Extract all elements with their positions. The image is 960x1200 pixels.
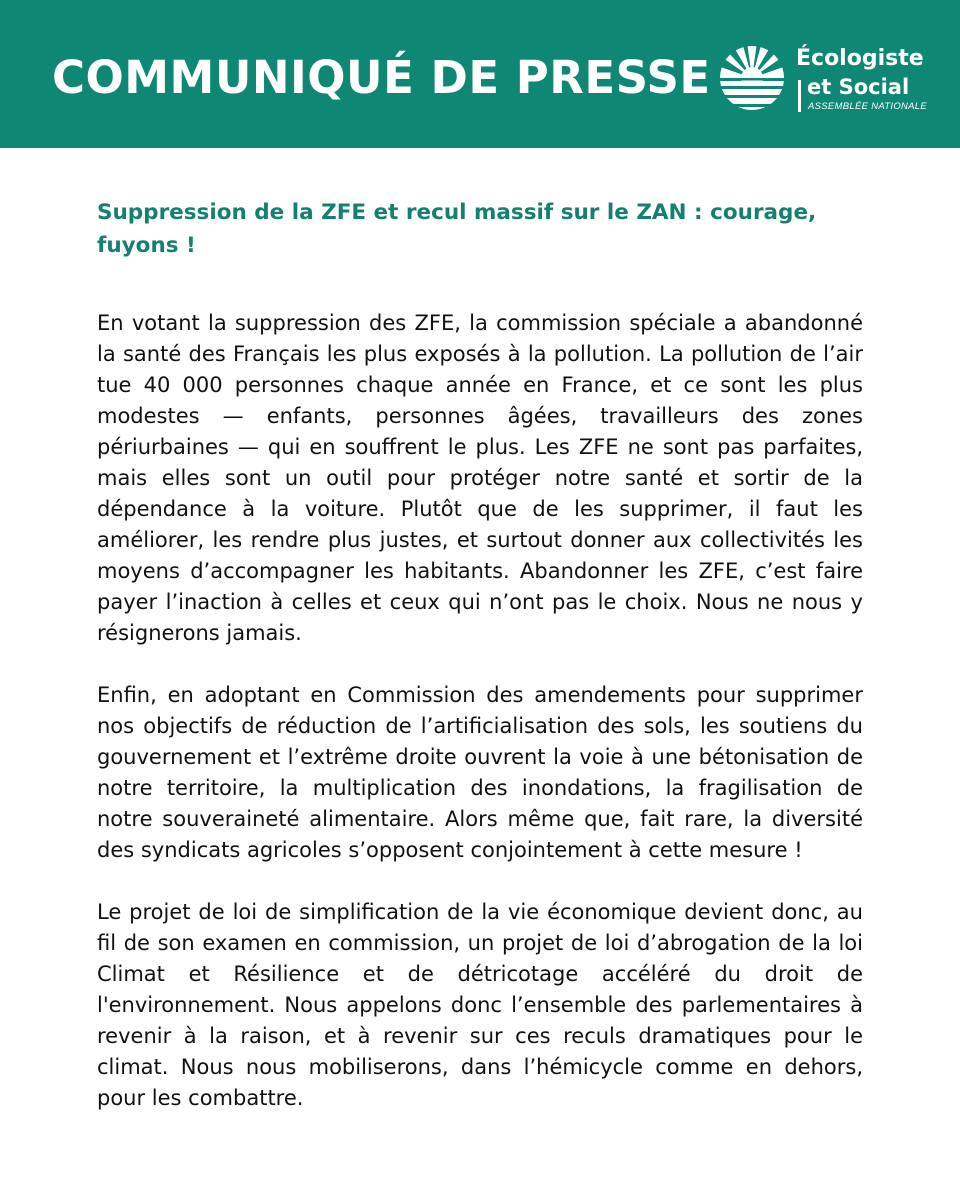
logo-text-ecologiste: Écologiste (796, 46, 924, 71)
logo-text-et-social: et Social (807, 75, 910, 99)
press-release-header (0, 0, 960, 148)
paragraph-zfe: En votant la suppression des ZFE, la commission spéciale a abandonné la santé des Français les plus exposés à la pollution. La pollution de l’air tue 40 000 personnes chaque année en France, et ce sont les plus modestes — enfants, personnes âgées, travailleurs des zones périurbaines — qui en souffrent le plus. Les ZFE ne sont pas parfaites, mais elles sont un outil pour protéger notre santé et sortir de la dépendance à la voiture. Plutôt que de les supprimer, il faut les améliorer, les rendre plus justes, et surtout donner aux collectivités les moyens d’accompagner les habitants. Abandonner les ZFE, c’est faire payer l’inaction à celles et ceux qui n’ont pas le choix. Nous ne nous y résignerons jamais. (97, 311, 863, 645)
sun-logo-icon (718, 44, 786, 112)
ecologiste-social-logo (718, 44, 938, 116)
press-release-body (97, 196, 863, 1145)
logo-text-assemblee: ASSEMBLÉE NATIONALE (808, 101, 928, 112)
page-title: COMMUNIQUÉ DE PRESSE (52, 51, 711, 104)
paragraph-conclusion: Le projet de loi de simplification de la vie économique devient donc, au fil de son examen en commission, un projet de loi d’abrogation de la loi Climat et Résilience et de détricotage accéléré du droit de l'environnement. Nous appelons donc l’ensemble des parlementaires à revenir à la raison, et à revenir sur ces reculs dramatiques pour le climat. Nous nous mobiliserons, dans l’hémicycle comme en dehors, pour les combattre. (97, 900, 863, 1110)
article-headline: Suppression de la ZFE et recul massif sur le ZAN : courage, fuyons ! (97, 200, 817, 258)
logo-divider (798, 80, 801, 112)
paragraph-zan: Enfin, en adoptant en Commission des amendements pour supprimer nos objectifs de réduction de l’artificialisation des sols, les soutiens du gouvernement et l’extrême droite ouvrent la voie à une bétonisation de notre territoire, la multiplication des inondations, la fragilisation de notre souveraineté alimentaire. Alors même que, fait rare, la diversité des syndicats agricoles s’opposent conjointement à cette mesure ! (97, 683, 863, 862)
